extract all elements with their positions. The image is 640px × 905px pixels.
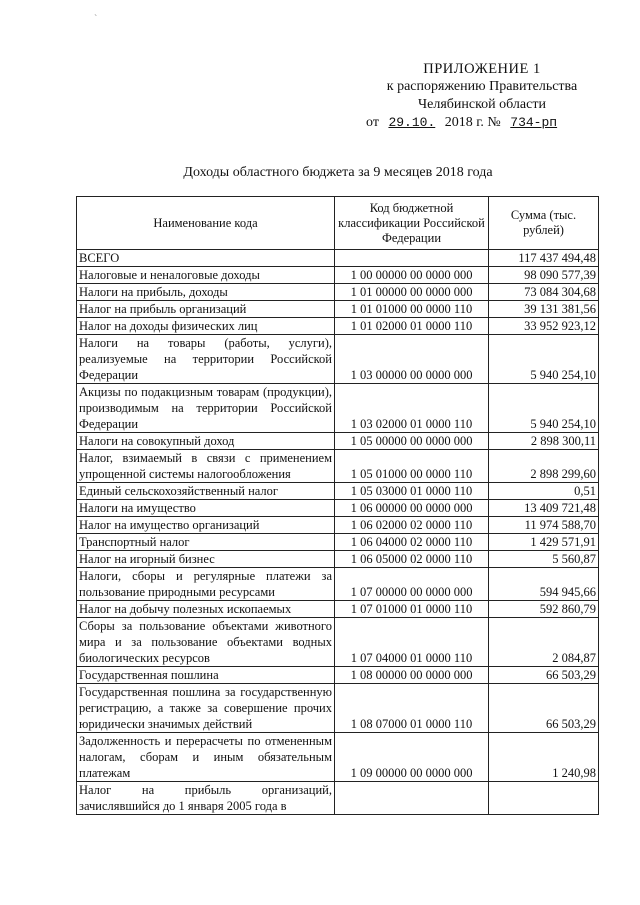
row-code: 1 06 00000 00 0000 000 bbox=[335, 500, 489, 517]
row-name: Налоги, сборы и регулярные платежи за пользование природными ресурсами bbox=[77, 568, 335, 601]
table-row bbox=[77, 284, 599, 301]
row-sum: 1 240,98 bbox=[489, 733, 599, 782]
row-name: Налоги на совокупный доход bbox=[77, 433, 335, 450]
row-name: Акцизы по подакцизным товарам (продукции), производимым на территории Российской Федерации bbox=[77, 384, 335, 433]
row-code: 1 03 00000 00 0000 000 bbox=[335, 335, 489, 384]
row-sum: 11 974 588,70 bbox=[489, 517, 599, 534]
row-sum: 39 131 381,56 bbox=[489, 301, 599, 318]
row-code: 1 05 00000 00 0000 000 bbox=[335, 433, 489, 450]
decree-number: 734-рп bbox=[510, 115, 558, 130]
row-code: 1 06 04000 02 0000 110 bbox=[335, 534, 489, 551]
row-name: Сборы за пользование объектами животного мира и за пользование объектами водных биологических ресурсов bbox=[77, 618, 335, 667]
row-code: 1 07 01000 01 0000 110 bbox=[335, 601, 489, 618]
document-title: Доходы областного бюджета за 9 месяцев 2018 года bbox=[183, 165, 493, 180]
row-code: 1 05 01000 00 0000 110 bbox=[335, 450, 489, 483]
table-row bbox=[77, 483, 599, 500]
table-row bbox=[77, 733, 599, 782]
table-row bbox=[77, 534, 599, 551]
row-name: Транспортный налог bbox=[77, 534, 335, 551]
row-code: 1 09 00000 00 0000 000 bbox=[335, 733, 489, 782]
table-row bbox=[77, 301, 599, 318]
row-code bbox=[335, 250, 489, 267]
table-row bbox=[77, 601, 599, 618]
row-sum: 33 952 923,12 bbox=[489, 318, 599, 335]
row-code: 1 06 05000 02 0000 110 bbox=[335, 551, 489, 568]
table-row bbox=[77, 618, 599, 667]
row-name: Единый сельскохозяйственный налог bbox=[77, 483, 335, 500]
row-code: 1 01 02000 01 0000 110 bbox=[335, 318, 489, 335]
row-name: Налог на игорный бизнес bbox=[77, 551, 335, 568]
row-sum: 66 503,29 bbox=[489, 684, 599, 733]
table-row bbox=[77, 450, 599, 483]
table-header-row bbox=[77, 197, 599, 250]
table-row bbox=[77, 250, 599, 267]
number-label: № bbox=[487, 115, 501, 130]
decree-year: 2018 г. bbox=[444, 115, 484, 130]
annex-line-2: Челябинской области bbox=[418, 97, 546, 112]
row-name: Налоги на товары (работы, услуги), реализуемые на территории Российской Федерации bbox=[77, 335, 335, 384]
row-name: ВСЕГО bbox=[77, 250, 335, 267]
row-name: Государственная пошлина за государственную регистрацию, а также за совершение прочих юридически значимых действий bbox=[77, 684, 335, 733]
annex-block bbox=[362, 60, 602, 132]
table-row bbox=[77, 551, 599, 568]
table-row bbox=[77, 384, 599, 433]
table-body bbox=[77, 250, 599, 815]
row-code: 1 08 00000 00 0000 000 bbox=[335, 667, 489, 684]
row-sum: 73 084 304,68 bbox=[489, 284, 599, 301]
decree-date: 29.10. bbox=[388, 115, 436, 130]
row-name: Налоговые и неналоговые доходы bbox=[77, 267, 335, 284]
row-name: Налог, взимаемый в связи с применением упрощенной системы налогообложения bbox=[77, 450, 335, 483]
row-name: Налог на прибыль организаций bbox=[77, 301, 335, 318]
row-sum: 66 503,29 bbox=[489, 667, 599, 684]
row-code: 1 07 04000 01 0000 110 bbox=[335, 618, 489, 667]
row-name: Налог на добычу полезных ископаемых bbox=[77, 601, 335, 618]
table-row bbox=[77, 500, 599, 517]
row-sum: 98 090 577,39 bbox=[489, 267, 599, 284]
row-sum: 5 940 254,10 bbox=[489, 335, 599, 384]
from-label: от bbox=[366, 115, 379, 130]
row-code: 1 03 02000 01 0000 110 bbox=[335, 384, 489, 433]
row-name: Налог на прибыль организаций, зачислявшийся до 1 января 2005 года в bbox=[77, 782, 335, 815]
table-row bbox=[77, 267, 599, 284]
row-code: 1 01 00000 00 0000 000 bbox=[335, 284, 489, 301]
row-sum: 2 898 299,60 bbox=[489, 450, 599, 483]
row-sum: 13 409 721,48 bbox=[489, 500, 599, 517]
table-row bbox=[77, 318, 599, 335]
row-code: 1 08 07000 01 0000 110 bbox=[335, 684, 489, 733]
table-row bbox=[77, 684, 599, 733]
row-sum: 117 437 494,48 bbox=[489, 250, 599, 267]
table-row bbox=[77, 782, 599, 815]
row-code: 1 00 00000 00 0000 000 bbox=[335, 267, 489, 284]
table-row bbox=[77, 667, 599, 684]
row-name: Налоги на прибыль, доходы bbox=[77, 284, 335, 301]
annex-date-line bbox=[362, 114, 602, 132]
annex-line-1: к распоряжению Правительства bbox=[386, 79, 578, 94]
row-code: 1 05 03000 01 0000 110 bbox=[335, 483, 489, 500]
row-code bbox=[335, 782, 489, 815]
row-code: 1 07 00000 00 0000 000 bbox=[335, 568, 489, 601]
row-name: Налог на имущество организаций bbox=[77, 517, 335, 534]
row-code: 1 01 01000 00 0000 110 bbox=[335, 301, 489, 318]
header-code: Код бюджетной классификации Российской Федерации bbox=[335, 197, 489, 250]
row-sum: 2 898 300,11 bbox=[489, 433, 599, 450]
table-row bbox=[77, 568, 599, 601]
row-sum: 592 860,79 bbox=[489, 601, 599, 618]
row-sum: 5 560,87 bbox=[489, 551, 599, 568]
row-code: 1 06 02000 02 0000 110 bbox=[335, 517, 489, 534]
table-row bbox=[77, 517, 599, 534]
revenue-table bbox=[76, 196, 599, 815]
row-sum: 0,51 bbox=[489, 483, 599, 500]
row-sum: 5 940 254,10 bbox=[489, 384, 599, 433]
row-name: Задолженность и перерасчеты по отмененным налогам, сборам и иным обязательным платежам bbox=[77, 733, 335, 782]
row-name: Налог на доходы физических лиц bbox=[77, 318, 335, 335]
table-row bbox=[77, 433, 599, 450]
row-name: Государственная пошлина bbox=[77, 667, 335, 684]
row-sum bbox=[489, 782, 599, 815]
table-row bbox=[77, 335, 599, 384]
row-name: Налоги на имущество bbox=[77, 500, 335, 517]
annex-heading: ПРИЛОЖЕНИЕ 1 bbox=[423, 61, 541, 77]
header-sum: Сумма (тыс. рублей) bbox=[489, 197, 599, 250]
header-name: Наименование кода bbox=[77, 197, 335, 250]
scan-mark: ` bbox=[94, 14, 98, 25]
row-sum: 594 945,66 bbox=[489, 568, 599, 601]
row-sum: 1 429 571,91 bbox=[489, 534, 599, 551]
row-sum: 2 084,87 bbox=[489, 618, 599, 667]
